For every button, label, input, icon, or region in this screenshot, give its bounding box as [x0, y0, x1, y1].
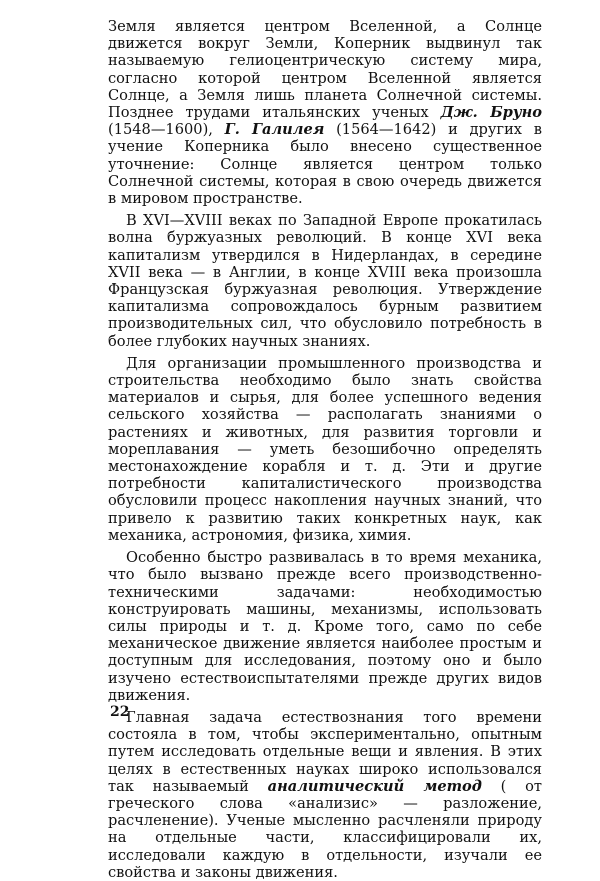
- emphasis-galileo: Г. Галилея: [224, 121, 325, 139]
- emphasis-analytic-method: аналитический метод: [267, 777, 482, 795]
- page-body: [108, 18, 542, 881]
- paragraph-text: (1564—1642) и других в учение Коперника было внесено существенное уточнение: Солнце является центром только Солнечной системы, которая в свою очередь движется в мировом пространстве.: [108, 121, 542, 208]
- paragraph-text: (1548—1600),: [108, 121, 225, 139]
- paragraph-mechanics: Особенно быстро развивалась в то время механика, что было вызвано прежде всего производственно-техническими задачами: необходимостью конструировать машины, механизмы, использовать силы природы и т. д. Кроме того, само по себе механическое движение является наиболее простым и доступным для исследования, поэтому оно и было изучено естествоиспытателями прежде других видов движения.: [108, 549, 542, 704]
- paragraph-analytic-method: [108, 709, 542, 881]
- paragraph-revolutions: В XVI—XVIII веках по Западной Европе прокатилась волна буржуазных революций. В конце XVI века капитализм утвердился в Нидерландах, в середине XVII века — в Англии, в конце XVIII века произошла Французская буржуазная революция. Утверждение капитализма сопровождалось бурным развитием производительных сил, что обусловило потребность в более глубоких научных знаниях.: [108, 212, 542, 350]
- paragraph-industry: Для организации промышленного производства и строительства необходимо было знать свойства материалов и сырья, для более успешного ведения сельского хозяйства — располагать знаниями о растениях и животных, для развития торговли и мореплавания — уметь безошибочно определять местонахождение корабля и т. д. Эти и другие потребности капиталистического производства обусловили процесс накопления научных знаний, что привело к развитию таких конкретных наук, как механика, астрономия, физика, химия.: [108, 354, 542, 544]
- paragraph-text: ( от греческого слова «анализис» — разложение, расчленение). Ученые мысленно расчленяли природу на отдельные части, классифицировали их, исследовали каждую в отдельности, изучали ее свойства и законы движения.: [108, 777, 542, 881]
- emphasis-bruno: Дж. Бруно: [440, 104, 542, 122]
- page-number: 22: [110, 704, 130, 720]
- paragraph-copernicus: [108, 18, 542, 207]
- paragraph-text: Главная задача естествознания того времени состояла в том, чтобы экспериментально, опытным путем исследовать отдельные вещи и явления. В этих целях в естественных науках широко использовался так называемый: [108, 708, 542, 795]
- paragraph-text: Земля является центром Вселенной, а Солнце движется вокруг Земли, Коперник выдвинул так называемую гелиоцентрическую систему мира, согласно которой центром Вселенной является Солнце, а Земля лишь планета Солнечной системы. Позднее трудами итальянских ученых: [108, 18, 542, 122]
